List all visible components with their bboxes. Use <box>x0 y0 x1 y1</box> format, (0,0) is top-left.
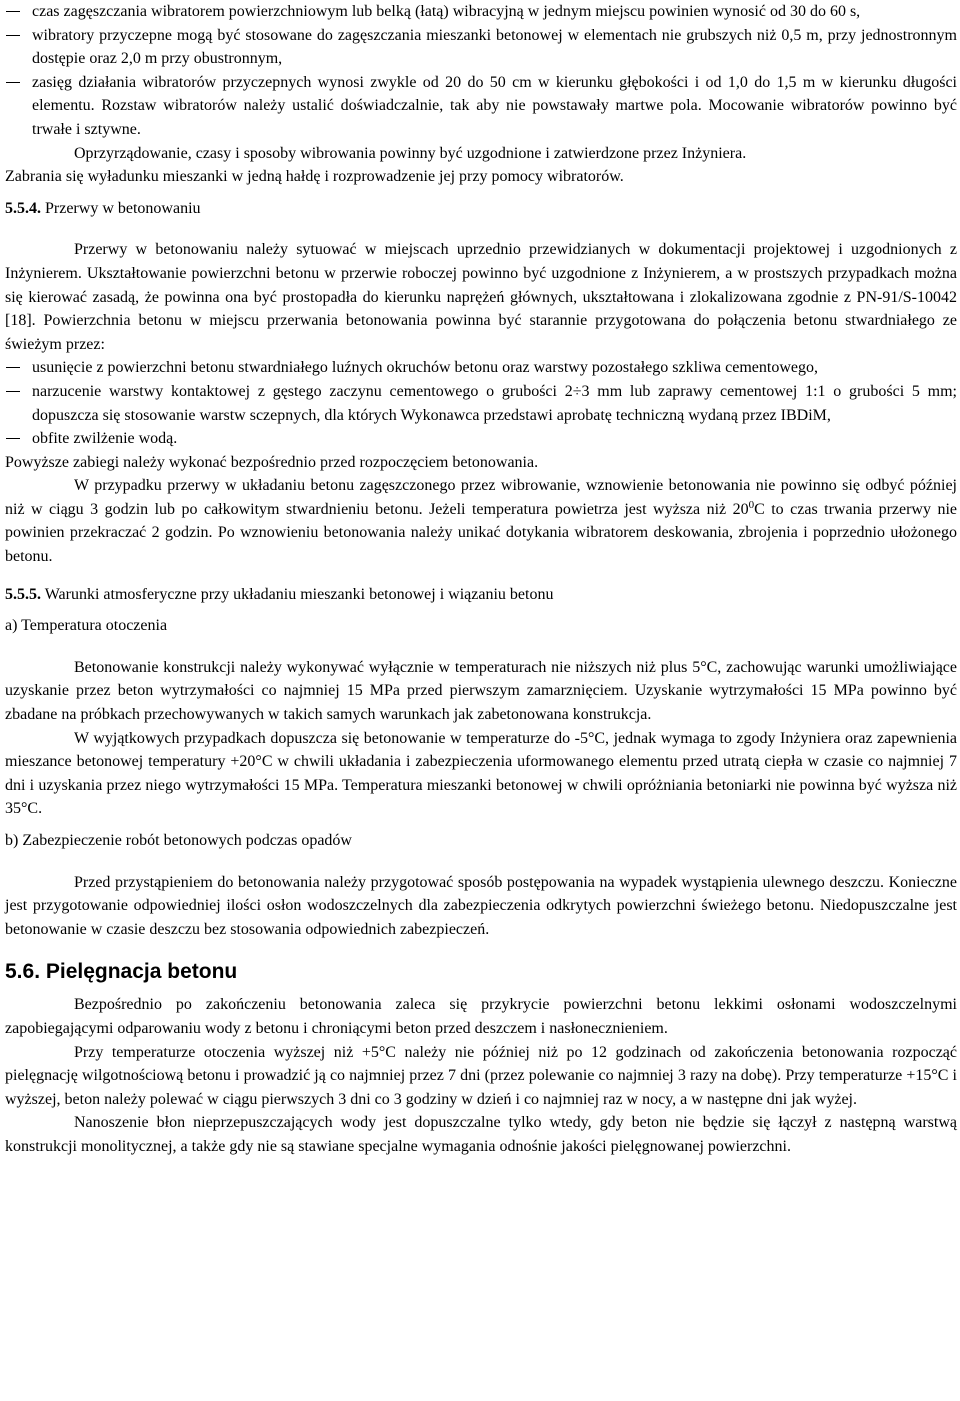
paragraph-care-1: Bezpośrednio po zakończeniu betonowania zaleca się przykrycie powierzchni betonu lekkimi osłonami wodoszczelnymi zapobiegającymi odparowaniu wody z betonu i chroniącymi beton przed deszczem i nasłonecznieniem. <box>5 996 957 1037</box>
section-title: Przerwy w betonowaniu <box>41 199 201 217</box>
list-item: usunięcie z powierzchni betonu stwardniałego luźnych okruchów betonu oraz warstwy pozostałego szkliwa cementowego, <box>5 356 957 380</box>
list-item: wibratory przyczepne mogą być stosowane do zagęszczania mieszanki betonowej w elementach nie grubszych niż 0,5 m, przy jednostronnym dostępie oraz 2,0 m przy obustronnym, <box>5 24 957 71</box>
list-item: czas zagęszczania wibratorem powierzchniowym lub belką (łatą) wibracyjną w jednym miejscu powinien wynosić od 30 do 60 s, <box>5 0 957 24</box>
list-item: obfite zwilżenie wodą. <box>5 427 957 451</box>
paragraph-text: C to czas trwania przerwy nie powinien przekraczać 2 godzin. Po wznowieniu betonowania należy unikać dotykania wibratorem deskowania, zbrojenia i poprzednio ułożonego betonu. <box>5 500 957 566</box>
paragraph-text: W przypadku przerwy w układaniu betonu zagęszczonego przez wibrowanie, wznowienie betonowania nie powinno się odbyć później niż w ciągu 3 godzin lub po całkowitym stwardnieniu betonu. Jeżeli temperatura powietrza jest wyższa niż 20 <box>5 477 957 518</box>
section-number: 5.5.5. <box>5 585 41 603</box>
paragraph-equipment: Oprzyrządowanie, czasy i sposoby wibrowania powinny być uzgodnione i zatwierdzone przez Inżyniera. <box>74 144 747 162</box>
section-heading-5-5-5 <box>5 583 957 607</box>
list-item: zasięg działania wibratorów przyczepnych wynosi zwykle od 20 do 50 cm w kierunku głębokości i od 1,0 do 1,5 m w kierunku długości elementu. Rozstaw wibratorów należy ustalić doświadczalnie, tak aby nie powstawały martwe pola. Mocowanie wibratorów powinno być trwałe i sztywne. <box>5 71 957 142</box>
list-item: narzucenie warstwy kontaktowej z gęstego zaczynu cementowego o grubości 2÷3 mm lub zaprawy cementowej 1:1 o grubości 5 mm; dopuszcza się stosowanie warstw sczepnych, dla których Wykonawca przedstawi aprobatę techniczną wydaną przez IBDiM, <box>5 380 957 427</box>
paragraph-care-2: Przy temperaturze otoczenia wyższej niż +5°C należy nie później niż po 12 godzinach od zakończenia betonowania rozpocząć pielęgnację wilgotnościową betonu i prowadzić ją co najmniej przez 7 dni (przez polewanie co najmniej 3 razy na dobę). Przy temperaturze +15°C i wyższej, beton należy polewać w ciągu pierwszych 3 dni co 3 godziny w dzień i co najmniej raz w nocy, a w następne dni jak wyżej. <box>5 1043 957 1108</box>
paragraph-breaks-intro: Przerwy w betonowaniu należy sytuować w miejscach uprzednio przewidzianych w dokumentacji projektowej i uzgodnionych z Inżynierem. Ukształtowanie powierzchni betonu w przerwie roboczej powinno być uzgodnione z Inżynierem, a w prostszych przypadkach można się kierować zasadą, że powinna ona być prostopadła do kierunku naprężeń głównych, ukształtowana i zlokalizowana zgodnie z PN-91/S-10042 [18]. Powierzchnia betonu w miejscu przerwania betonowania powinna być starannie przygotowana do połączenia betonu stwardniałego ze świeżym przez: <box>5 241 957 353</box>
paragraph-temp-1: Betonowanie konstrukcji należy wykonywać wyłącznie w temperaturach nie niższych niż plus 5°C, zachowując warunki umożliwiające uzyskanie przez beton wytrzymałości co najmniej 15 MPa przed pierwszym zamarznięciem. Uzyskanie wytrzymałości 15 MPa powinno być zbadane na próbkach przechowywanych w takich samych warunkach jak zabetonowana konstrukcja. <box>5 658 957 724</box>
paragraph-temp-2: W wyjątkowych przypadkach dopuszcza się betonowanie w temperaturze do -5°C, jednak wymaga to zgody Inżyniera oraz zapewnienia mieszance betonowej temperatury +20°C w chwili układania i zabezpieczenia uformowanego elementu przed utratą ciepła w czasie co najmniej 7 dni i uzyskania przez niego wytrzymałości 15 MPa. Temperatura mieszanki betonowej w chwili opróżniania betoniarki nie powinna być wyższa niż 35°C. <box>5 729 957 818</box>
paragraph-unloading: Zabrania się wyładunku mieszanki w jedną hałdę i rozprowadzenie jej przy pomocy wibratorów. <box>5 168 624 186</box>
paragraph-resume <box>5 474 957 568</box>
section-number: 5.5.4. <box>5 199 41 217</box>
subsection-heading-b: b) Zabezpieczenie robót betonowych podczas opadów <box>5 832 352 849</box>
superscript: 0 <box>748 498 755 511</box>
paragraph-rain: Przed przystąpieniem do betonowania należy przygotować sposób postępowania na wypadek wystąpienia ulewnego deszczu. Konieczne jest przygotowanie odpowiedniej ilości osłon wodoszczelnych dla zabezpieczenia odkrytych powierzchni świeżego betonu. Niedopuszczalne jest betonowanie w czasie deszczu bez stosowania odpowiednich zabezpieczeń. <box>5 873 957 938</box>
paragraph-care-3: Nanoszenie błon nieprzepuszczających wody jest dopuszczalne tylko wtedy, gdy beton nie będzie się łączył z następną warstwą konstrukcji monolitycznej, a także gdy nie są stawiane specjalne wymagania odnośnie jakości pielęgnowanej powierzchni. <box>5 1114 957 1155</box>
section-title: Warunki atmosferyczne przy układaniu mieszanki betonowej i wiązaniu betonu <box>41 585 554 603</box>
section-heading-5-5-4 <box>5 197 957 221</box>
section-heading-5-6: 5.6. Pielęgnacja betonu <box>5 960 238 984</box>
subsection-heading-a: a) Temperatura otoczenia <box>5 617 168 635</box>
paragraph-before-concreting: Powyższe zabiegi należy wykonać bezpośrednio przed rozpoczęciem betonowania. <box>5 453 539 471</box>
